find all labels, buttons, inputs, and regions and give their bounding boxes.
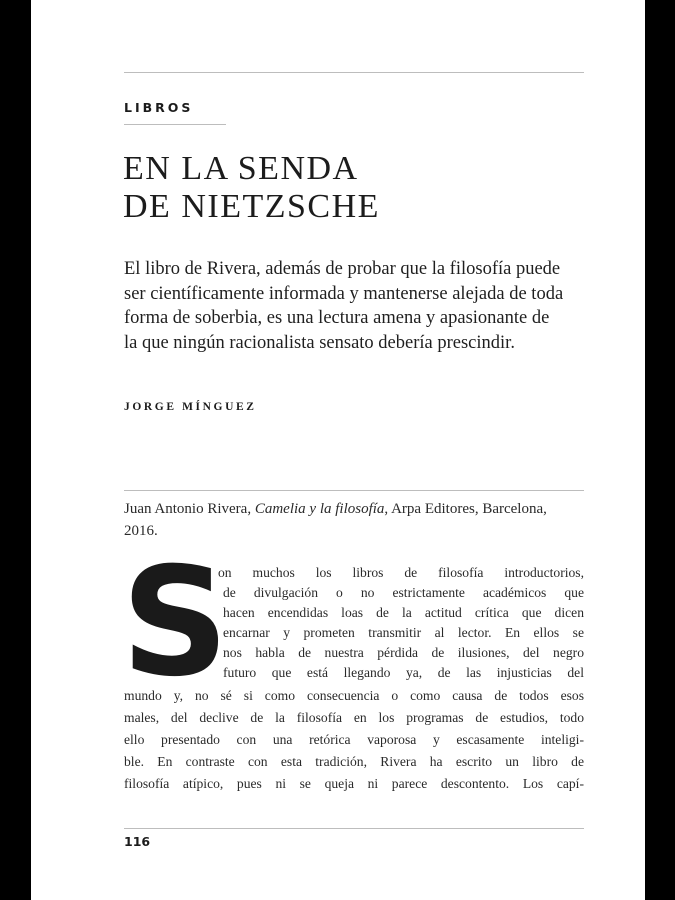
section-underline	[124, 124, 226, 125]
body-line: hacen encendidas loas de la actitud crítica que dicen	[223, 605, 584, 620]
top-rule	[124, 72, 584, 73]
body-line: ble. En contraste con esta tradición, Rivera ha escrito un libro de	[124, 754, 584, 769]
body-line: ello presentado con una retórica vaporosa y escasamente inteligi-	[124, 732, 584, 747]
drop-cap: S	[121, 536, 230, 710]
magazine-page	[31, 0, 645, 900]
body-line: futuro que está llegando ya, de las injusticias del	[223, 665, 584, 680]
title-line-2: DE NIETZSCHE	[123, 188, 380, 225]
article-dek: El libro de Rivera, además de probar que la filosofía puede ser científicamente informada y mantenerse alejada de toda forma de soberbia, es una lectura amena y apasionante de la que ningún racionalista sensato debería prescindir.	[124, 259, 564, 353]
body-line: nos habla de nuestra pérdida de ilusiones, del negro	[223, 645, 584, 660]
title-line-1: EN LA SENDA	[123, 150, 359, 187]
bottom-rule	[124, 828, 584, 829]
body-line: on muchos los libros de filosofía introductorios,	[218, 565, 584, 580]
body-line: de divulgación o no estrictamente académicos que	[223, 585, 584, 600]
author-byline: JORGE MÍNGUEZ	[124, 401, 257, 413]
body-line: filosofía atípico, pues ni se queja ni parece descontento. Los capí-	[124, 776, 584, 791]
body-line: males, del declive de la filosofía en los programas de estudios, todo	[124, 710, 584, 725]
section-label: LIBROS	[124, 100, 194, 115]
book-publisher: , Arpa Editores, Barcelona, 2016.	[124, 501, 547, 539]
page-number: 116	[124, 834, 151, 849]
body-line: encarnar y prometen transmitir al lector. En ellos se	[223, 625, 584, 640]
body-line: mundo y, no sé si como consecuencia o como causa de todos esos	[124, 688, 584, 703]
book-author: Juan Antonio Rivera,	[124, 501, 255, 517]
biblio-rule	[124, 490, 584, 491]
article-title	[123, 150, 380, 226]
book-title: Camelia y la filosofía	[254, 501, 385, 517]
